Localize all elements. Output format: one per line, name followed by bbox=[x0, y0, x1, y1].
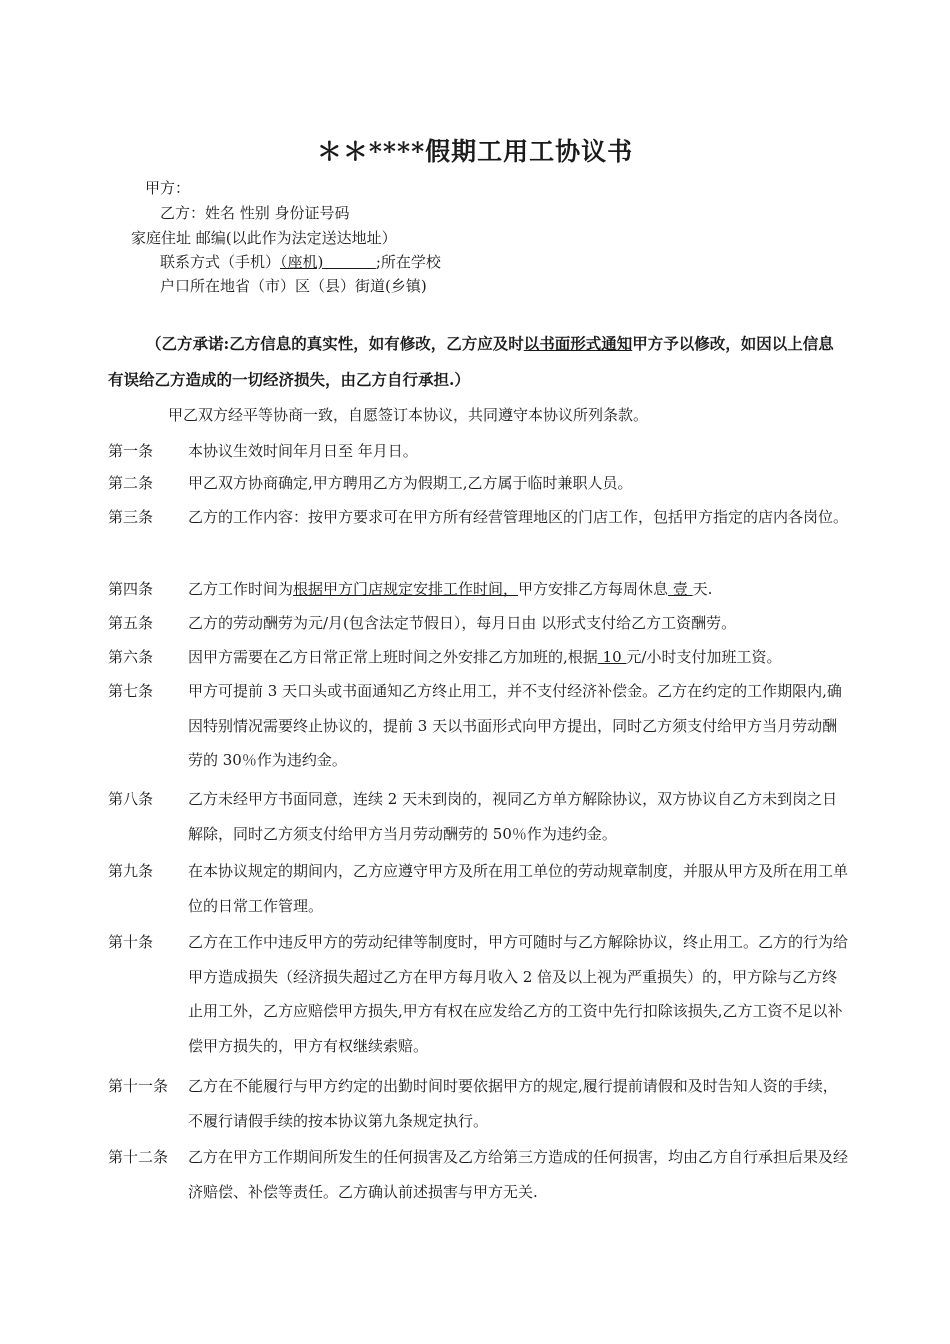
article-number: 第九条 bbox=[108, 862, 154, 880]
document-title: ＊＊****假期工用工协议书 bbox=[316, 137, 634, 166]
contact-landline: （座机) bbox=[280, 253, 376, 271]
article-4-text-pre: 乙方工作时间为 bbox=[188, 580, 294, 598]
article-number: 第六条 bbox=[108, 648, 154, 666]
article-3 bbox=[108, 500, 848, 535]
article-text: 乙方的工作内容：按甲方要求可在甲方所有经营管理地区的门店工作，包括甲方指定的店内各岗位。 bbox=[188, 508, 849, 526]
article-12 bbox=[108, 1140, 848, 1209]
article-4-rest-days: 壹 bbox=[668, 580, 693, 598]
promise-text-1: （乙方承诺:乙方信息的真实性，如有修改，乙方应及时 bbox=[146, 334, 524, 353]
article-6 bbox=[108, 640, 848, 675]
promise-underlined: 以书面形式通知 bbox=[523, 334, 633, 353]
article-7 bbox=[108, 674, 848, 778]
article-text bbox=[188, 572, 848, 607]
article-6-text-post: 元/小时支付加班工资。 bbox=[626, 648, 782, 666]
contact-mobile-label: 联系方式（手机） bbox=[160, 253, 281, 271]
article-6-text-pre: 因甲方需要在乙方日常正常上班时间之外安排乙方加班的,根据 bbox=[188, 648, 598, 666]
article-number: 第十条 bbox=[108, 933, 154, 951]
article-11 bbox=[108, 1069, 848, 1138]
contact-line bbox=[160, 251, 441, 272]
article-5 bbox=[108, 606, 848, 641]
article-text bbox=[188, 640, 848, 675]
article-text: 在本协议规定的期间内，乙方应遵守甲方及所在用工单位的劳动规章制度，并服从甲方及所在用工单位的日常工作管理。 bbox=[188, 862, 849, 915]
article-2 bbox=[108, 466, 848, 501]
article-10 bbox=[108, 925, 848, 1063]
article-text: 乙方在不能履行与甲方约定的出勤时间时要依据甲方的规定,履行提前请假和及时告知人资的手续，不履行请假手续的按本协议第九条规定执行。 bbox=[188, 1077, 838, 1130]
intro-paragraph: 甲乙双方经平等协商一致，自愿签订本协议，共同遵守本协议所列条款。 bbox=[168, 406, 649, 424]
hukou-line: 户口所在地省（市）区（县）街道(乡镇) bbox=[160, 277, 427, 295]
address-line: 家庭住址 邮编(以此作为法定送达地址） bbox=[131, 229, 397, 247]
article-number: 第七条 bbox=[108, 682, 154, 700]
contact-school-label: ;所在学校 bbox=[375, 253, 441, 271]
article-4-text-post: 天. bbox=[692, 580, 713, 598]
article-4-work-time: 根据甲方门店规定安排工作时间， bbox=[293, 580, 519, 598]
article-1 bbox=[108, 434, 848, 469]
article-number: 第三条 bbox=[108, 508, 154, 526]
article-text: 乙方在甲方工作期间所发生的任何损害及乙方给第三方造成的任何损害，均由乙方自行承担后果及经济赔偿、补偿等责任。乙方确认前述损害与甲方无关. bbox=[188, 1148, 849, 1201]
article-number: 第五条 bbox=[108, 614, 154, 632]
article-6-hourly-rate: 10 bbox=[597, 648, 627, 666]
article-number: 第四条 bbox=[108, 580, 154, 598]
article-number: 第二条 bbox=[108, 474, 154, 492]
promise-text-2: 甲方予以修改，如因以上信息有误给乙方造成的一切经济损失，由乙方自行承担.） bbox=[108, 334, 834, 389]
article-text: 甲乙双方协商确定,甲方聘用乙方为假期工,乙方属于临时兼职人员。 bbox=[188, 474, 633, 492]
article-text: 甲方可提前 3 天口头或书面通知乙方终止用工，并不支付经济补偿金。乙方在约定的工作期限内,确因特别情况需要终止协议的，提前 3 天以书面形式向甲方提出，同时乙方须支付给甲方当月劳动酬劳的 30％作为违约金。 bbox=[188, 682, 842, 769]
article-8 bbox=[108, 782, 848, 851]
article-number: 第十二条 bbox=[108, 1148, 169, 1166]
article-text: 本协议生效时间年月日至 年月日。 bbox=[188, 442, 418, 460]
article-4-text-mid: 甲方安排乙方每周休息 bbox=[518, 580, 669, 598]
article-number: 第八条 bbox=[108, 790, 154, 808]
article-number: 第一条 bbox=[108, 442, 154, 460]
article-text: 乙方在工作中违反甲方的劳动纪律等制度时，甲方可随时与乙方解除协议，终止用工。乙方的行为给甲方造成损失（经济损失超过乙方在甲方每月收入 2 倍及以上视为严重损失）的，甲方除与乙方终止用工外，乙方应赔偿甲方损失,甲方有权在应发给乙方的工资中先行扣除该损失,乙方工资不足以补偿甲方损失的，甲方有权继续索赔。 bbox=[188, 933, 849, 1055]
party-b-line: 乙方：姓名 性别 身份证号码 bbox=[160, 204, 350, 222]
party-b-promise bbox=[108, 326, 848, 398]
article-9 bbox=[108, 854, 848, 923]
party-a-line: 甲方： bbox=[145, 179, 191, 197]
article-4 bbox=[108, 572, 848, 607]
article-text: 乙方未经甲方书面同意，连续 2 天未到岗的，视同乙方单方解除协议，双方协议自乙方未到岗之日解除，同时乙方须支付给甲方当月劳动酬劳的 50％作为违约金。 bbox=[188, 790, 838, 843]
article-number: 第十一条 bbox=[108, 1077, 169, 1095]
article-text: 乙方的劳动酬劳为元/月(包含法定节假日），每月日由 以形式支付给乙方工资酬劳。 bbox=[188, 614, 737, 632]
